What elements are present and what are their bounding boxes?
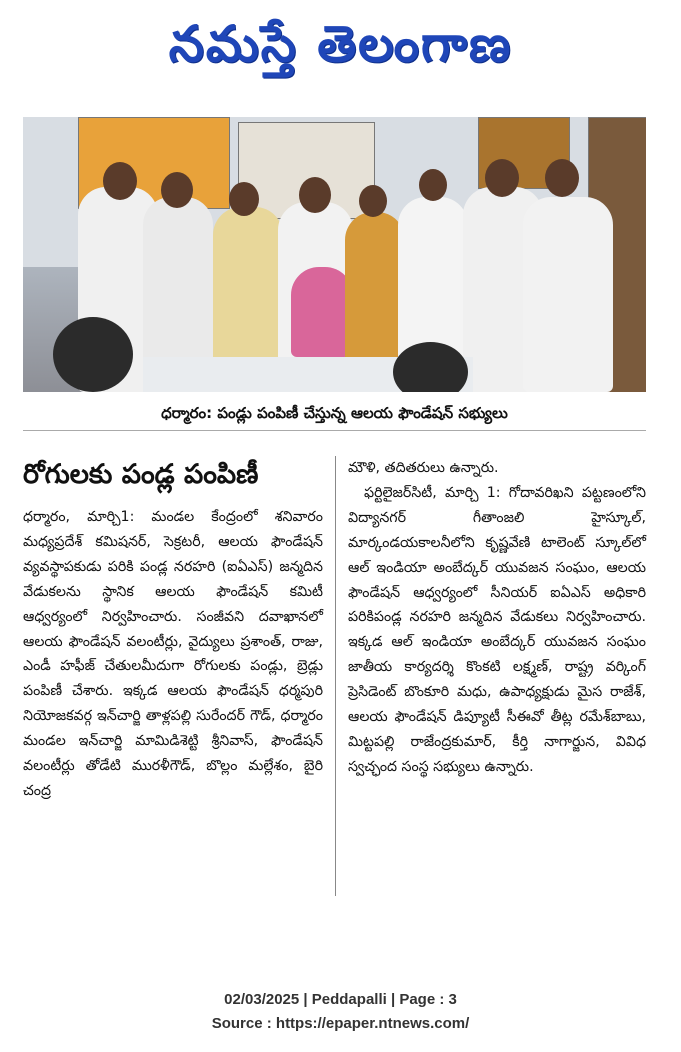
photo-head: [419, 169, 447, 201]
footer: [0, 988, 681, 1036]
masthead: [0, 0, 681, 100]
footer-date-line: 02/03/2025 | Peddapalli | Page : 3: [224, 991, 457, 1008]
photo-person: [523, 197, 613, 392]
photo-head: [359, 185, 387, 217]
newspaper-title: నమస్తే తెలంగాణ: [168, 14, 513, 73]
footer-source-line: Source : https://epaper.ntnews.com/: [211, 1015, 470, 1032]
article-left-column: ధర్మారం, మార్చి1: మండల కేంద్రంలో శనివారం మధ్యప్రదేశ్ కమిషనర్, సెక్రటరీ, ఆలయ ఫౌండేషన్ వ్యవస్థాపకుడు పరికి పండ్ల నరహరి (ఐఏఎస్) జన్మదిన వేడుకలను స్థానిక ఆలయ ఫౌండేషన్ కమిటీ ఆధ్వర్యంలో నిర్వహించారు. సంజీవని దవాఖానలో ఆలయ ఫౌండేషన్ వలంటీర్లు, వైద్యులు ప్రశాంత్, రాజు, ఎండీ హఫీజ్ చేతులమీదుగా రోగులకు పండ్లు, బ్రెడ్లు పంపిణీ చేశారు. ఇక్కడ ఆలయ ఫౌండేషన్ ధర్మపురి నియోజకవర్గ ఇన్‌చార్జి తాళ్లపల్లి సురేందర్ గౌడ్, ధర్మారం మండల ఇన్‌చార్జి మామిడిశెట్టి శ్రీనివాస్, ఫౌండేషన్ వలంటీర్లు తోడేటి మురళీగౌడ్, బొల్లం మల్లేశం, బైరి చంద్ర: [23, 509, 323, 799]
photo-caption: ధర్మారం: పండ్లు పంపిణీ చేస్తున్న ఆలయ ఫౌండేషన్ సభ్యులు: [23, 400, 646, 431]
photo-person: [345, 212, 405, 377]
photo-head: [161, 172, 193, 208]
photo-head: [53, 317, 133, 392]
photo-head: [229, 182, 259, 216]
photo-head: [485, 159, 519, 197]
article-right-continuation: మౌళి, తదితరులు ఉన్నారు.: [348, 460, 499, 476]
photo-head: [103, 162, 137, 200]
photo-person: [291, 267, 353, 357]
photo-head: [545, 159, 579, 197]
article-right-story: ఫర్టిలైజర్‌సిటీ, మార్చి 1: గోదావరిఖని పట్టణంలోని విద్యానగర్ గీతాంజలి హైస్కూల్, మార్కండయకాలనీలోని కృష్ణవేణి టాలెంట్ స్కూల్‌లో ఆల్ ఇండియా అంబేద్కర్ యువజన సంఘం, ఆలయ ఫౌండేషన్ ఆధ్వర్యంలో సీనియర్ ఐఏఎస్ అధికారి పరికిపండ్ల నరహరి జన్మదిన వేడుకలు నిర్వహించారు. ఇక్కడ ఆల్ ఇండియా అంబేద్కర్ యువజన సంఘం జాతీయ కార్యదర్శి కొంకటి లక్ష్మణ్, రాష్ట్ర వర్కింగ్ ప్రెసిడెంట్ బొంకూరి మధు, ఉపాధ్యక్షుడు మైస రాజేశ్, ఆలయ ఫౌండేషన్ డిప్యూటీ సీఈవో తీట్ల రమేశ్‌బాబు, మిట్టపల్లి రాజేంద్రకుమార్, కీర్తి నాగార్జున, వివిధ స్వచ్ఛంద సంస్థ సభ్యులు ఉన్నారు.: [348, 484, 646, 775]
news-photo: [23, 117, 646, 392]
photo-person: [213, 207, 283, 377]
article-right-column: [348, 456, 646, 780]
article-headline: రోగులకు పండ్ల పంపిణీ: [23, 459, 259, 490]
column-divider: [335, 456, 336, 896]
photo-head: [299, 177, 331, 213]
